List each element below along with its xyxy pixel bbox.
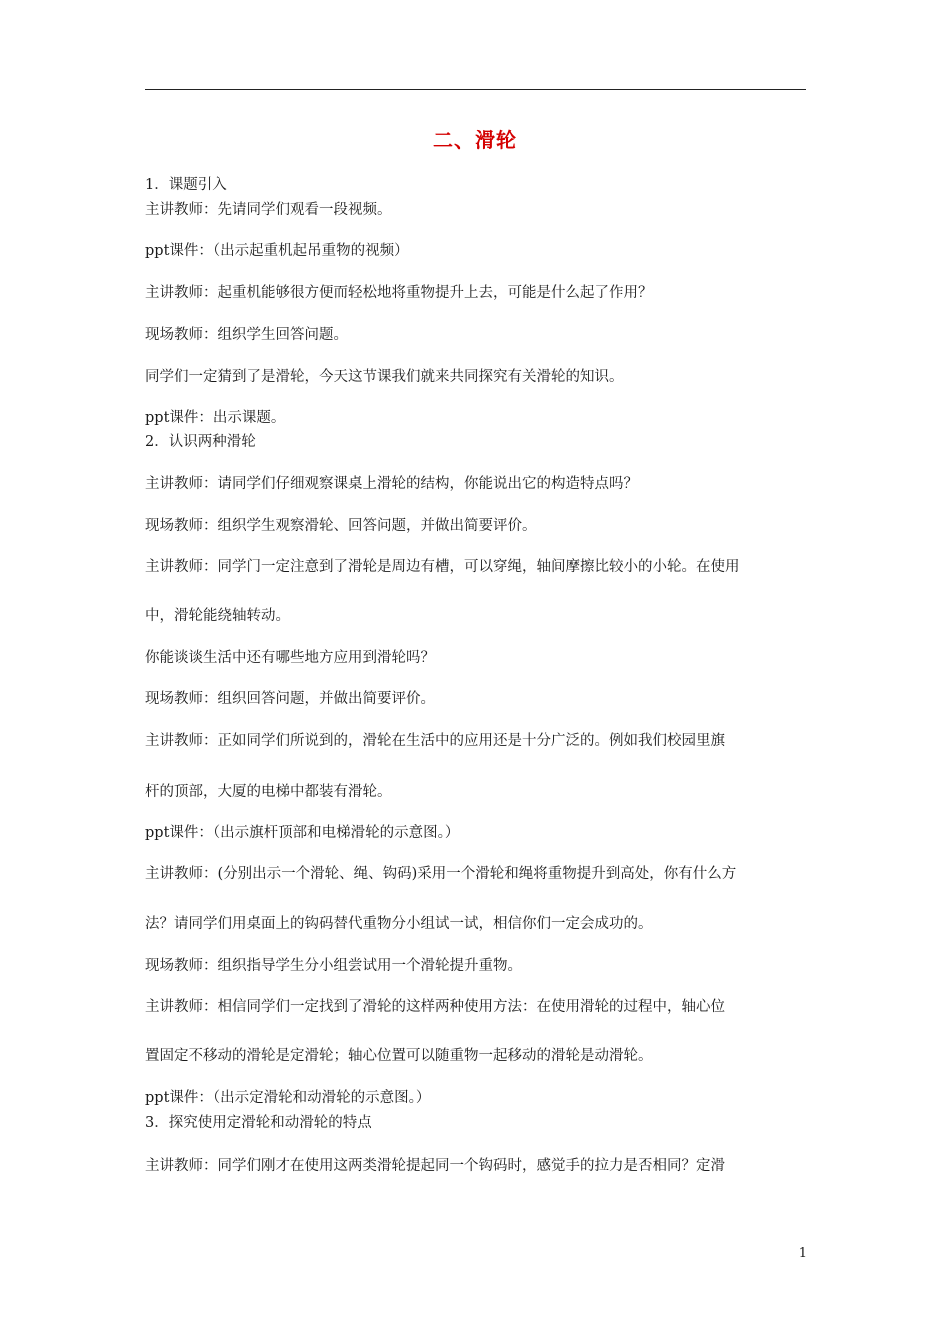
paragraph: 主讲教师：请同学们仔细观察课桌上滑轮的结构，你能说出它的构造特点吗？ — [145, 476, 638, 492]
paragraph: 法？请同学们用桌面上的钩码替代重物分小组试一试，相信你们一定会成功的。 — [145, 916, 653, 932]
paragraph: ppt课件：出示课题。 — [145, 410, 286, 426]
section-heading-3: 3．探究使用定滑轮和动滑轮的特点 — [145, 1115, 372, 1131]
paragraph: 主讲教师：相信同学们一定找到了滑轮的这样两种使用方法：在使用滑轮的过程中，轴心位 — [145, 999, 725, 1015]
paragraph: 杆的顶部，大厦的电梯中都装有滑轮。 — [145, 784, 392, 800]
paragraph: 中，滑轮能绕轴转动。 — [145, 608, 290, 624]
paragraph: 主讲教师：同学门一定注意到了滑轮是周边有槽，可以穿绳，轴间摩擦比较小的小轮。在使用 — [145, 559, 740, 575]
paragraph: ppt课件：（出示定滑轮和动滑轮的示意图。） — [145, 1090, 431, 1106]
paragraph: ppt课件：（出示起重机起吊重物的视频） — [145, 243, 409, 259]
paragraph: 现场教师：组织学生回答问题。 — [145, 327, 348, 343]
paragraph: 主讲教师：(分别出示一个滑轮、绳、钩码)采用一个滑轮和绳将重物提升到高处，你有什么方 — [145, 866, 737, 882]
header-rule — [145, 89, 806, 90]
paragraph: 现场教师：组织指导学生分小组尝试用一个滑轮提升重物。 — [145, 958, 522, 974]
section-heading-1: 1．课题引入 — [145, 177, 227, 193]
paragraph: 现场教师：组织回答问题，并做出简要评价。 — [145, 691, 435, 707]
paragraph: 同学们一定猜到了是滑轮，今天这节课我们就来共同探究有关滑轮的知识。 — [145, 369, 624, 385]
page-number: 1 — [798, 1246, 807, 1261]
paragraph: 主讲教师：起重机能够很方便而轻松地将重物提升上去，可能是什么起了作用？ — [145, 285, 653, 301]
paragraph: 置固定不移动的滑轮是定滑轮；轴心位置可以随重物一起移动的滑轮是动滑轮。 — [145, 1048, 653, 1064]
paragraph: 主讲教师：正如同学们所说到的，滑轮在生活中的应用还是十分广泛的。例如我们校园里旗 — [145, 733, 725, 749]
paragraph: 主讲教师：先请同学们观看一段视频。 — [145, 202, 392, 218]
paragraph: 现场教师：组织学生观察滑轮、回答问题，并做出简要评价。 — [145, 518, 537, 534]
section-heading-2: 2．认识两种滑轮 — [145, 434, 256, 450]
paragraph: 你能谈谈生活中还有哪些地方应用到滑轮吗？ — [145, 650, 435, 666]
paragraph: 主讲教师：同学们刚才在使用这两类滑轮提起同一个钩码时，感觉手的拉力是否相同？定滑 — [145, 1158, 725, 1174]
paragraph: ppt课件：（出示旗杆顶部和电梯滑轮的示意图。） — [145, 825, 460, 841]
page-title: 二、滑轮 — [433, 128, 517, 152]
